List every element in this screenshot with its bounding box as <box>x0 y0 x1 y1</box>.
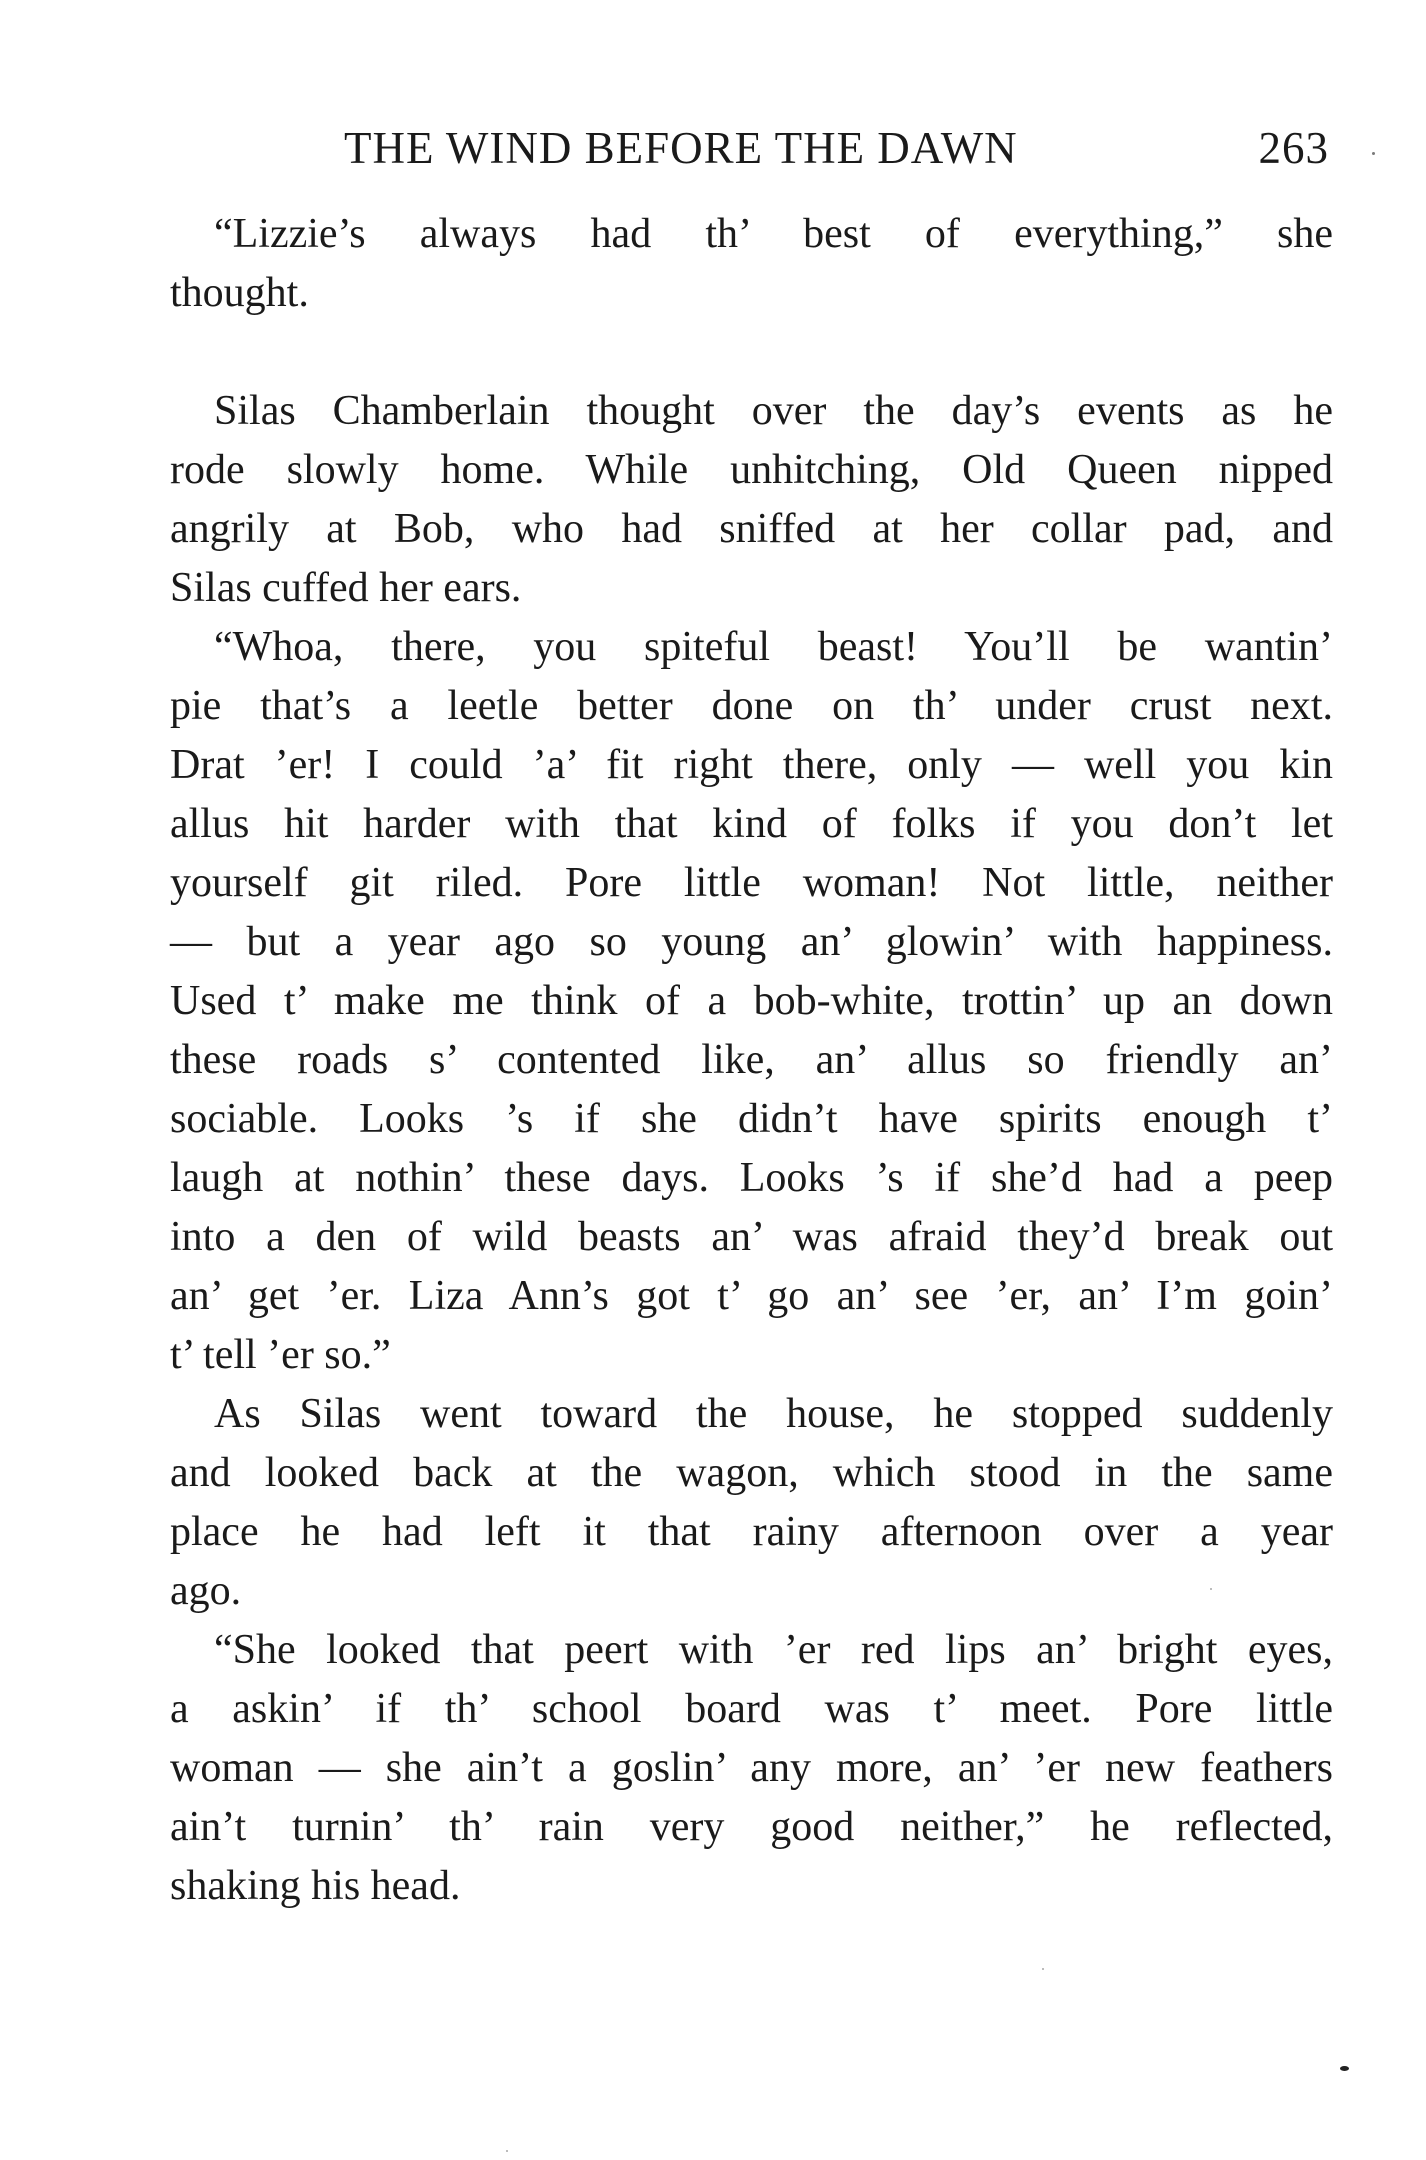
text-line: As Silas went toward the house, he stopped suddenly <box>214 1391 1333 1437</box>
text-line: Drat ’er! I could ’a’ fit right there, only — well you kin <box>170 742 1333 788</box>
text-line: a askin’ if th’ school board was t’ meet. Pore little <box>170 1686 1333 1732</box>
section-break <box>170 323 1333 382</box>
text-line: these roads s’ contented like, an’ allus so friendly an’ <box>170 1037 1333 1083</box>
text-line: angrily at Bob, who had sniffed at her collar pad, and <box>170 506 1333 552</box>
text-line: “Whoa, there, you spiteful beast! You’ll be wantin’ <box>214 624 1333 670</box>
body-text <box>170 205 1333 1916</box>
text-line: into a den of wild beasts an’ was afraid they’d break out <box>170 1214 1333 1260</box>
page-number: 263 <box>1258 123 1329 173</box>
text-line: Used t’ make me think of a bob-white, trottin’ up an down <box>170 978 1333 1024</box>
text-line: and looked back at the wagon, which stood in the same <box>170 1450 1333 1496</box>
scan-speck <box>1340 2066 1349 2071</box>
text-line: woman — she ain’t a goslin’ any more, an’ ’er new feathers <box>170 1745 1333 1791</box>
scan-speck <box>506 2150 508 2152</box>
text-line: t’ tell ’er so.” <box>170 1332 391 1378</box>
page-header <box>344 118 1329 178</box>
text-line: sociable. Looks ’s if she didn’t have spirits enough t’ <box>170 1096 1333 1142</box>
text-line: Silas cuffed her ears. <box>170 565 522 611</box>
text-line: “Lizzie’s always had th’ best of everything,” she <box>214 211 1333 257</box>
text-line: laugh at nothin’ these days. Looks ’s if she’d had a peep <box>170 1155 1333 1201</box>
text-line: “She looked that peert with ’er red lips an’ bright eyes, <box>214 1627 1333 1673</box>
text-line: shaking his head. <box>170 1863 461 1909</box>
running-head: THE WIND BEFORE THE DAWN <box>344 123 1018 173</box>
scan-speck <box>1042 1968 1044 1970</box>
text-line: rode slowly home. While unhitching, Old Queen nipped <box>170 447 1333 493</box>
text-line: ain’t turnin’ th’ rain very good neither,” he reflected, <box>170 1804 1333 1850</box>
text-line: Silas Chamberlain thought over the day’s events as he <box>214 388 1333 434</box>
text-line: pie that’s a leetle better done on th’ under crust next. <box>170 683 1333 729</box>
text-line: — but a year ago so young an’ glowin’ with happiness. <box>170 919 1333 965</box>
text-line: allus hit harder with that kind of folks if you don’t let <box>170 801 1333 847</box>
text-line: place he had left it that rainy afternoon over a year <box>170 1509 1333 1555</box>
text-line: yourself git riled. Pore little woman! Not little, neither <box>170 860 1333 906</box>
text-line: thought. <box>170 270 309 316</box>
text-line: ago. <box>170 1568 242 1614</box>
scan-speck <box>1372 152 1375 155</box>
scan-speck <box>1210 1588 1212 1590</box>
text-line: an’ get ’er. Liza Ann’s got t’ go an’ see ’er, an’ I’m goin’ <box>170 1273 1333 1319</box>
